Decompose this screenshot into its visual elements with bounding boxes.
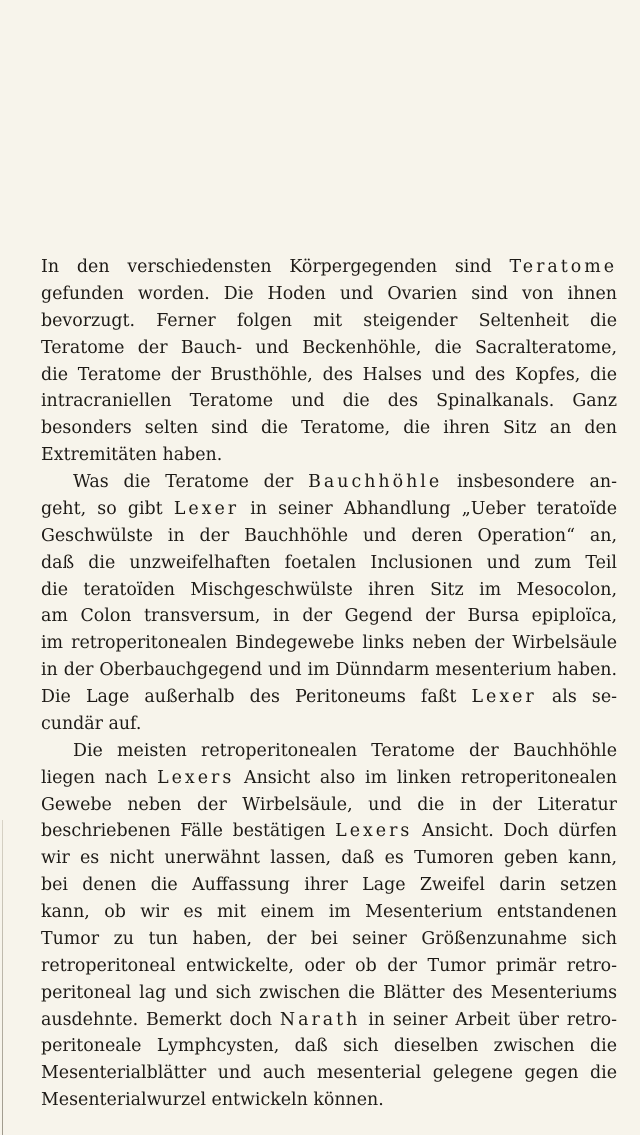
text-segment: peritoneal lag und sich zwischen die Blätter des Mesenteriums [41, 982, 617, 1003]
text-line [41, 496, 617, 523]
text-segment: besonders selten sind die Teratome, die ihren Sitz an den [41, 418, 617, 439]
text-line [41, 523, 617, 550]
paragraph [41, 738, 617, 1114]
text-segment: Geschwülste in der Bauchhöhle und deren Operation“ an, [41, 525, 617, 546]
text-line [41, 415, 617, 442]
text-line [41, 792, 617, 819]
text-line [41, 1060, 617, 1087]
text-line [41, 845, 617, 872]
spaced-name: Bauchhöhle [308, 472, 443, 492]
text-segment: bevorzugt. Ferner folgen mit steigender Seltenheit die [41, 310, 617, 331]
text-segment: wir es nicht unerwähnt lassen, daß es Tumoren geben kann, [41, 848, 617, 869]
text-line [41, 308, 617, 335]
text-segment: Mesenterialblätter und auch mesenterial gelegene gegen die [41, 1063, 617, 1084]
text-segment: Die Lage außerhalb des Peritoneums faßt [41, 687, 472, 707]
text-line [41, 684, 617, 711]
text-line [41, 362, 617, 389]
body-text [41, 254, 617, 1114]
text-line [41, 577, 617, 604]
text-segment: im retroperitonealen Bindegewebe links neben der Wirbelsäule [41, 633, 617, 654]
spaced-name: Lexers [157, 767, 235, 788]
text-line [41, 281, 617, 308]
text-line [41, 630, 617, 657]
text-segment: retroperitoneal entwickelte, oder ob der Tumor primär retro- [41, 955, 617, 976]
text-line [41, 335, 617, 362]
text-segment: beschriebenen Fälle bestätigen [41, 821, 336, 842]
text-segment: geht, so gibt [41, 498, 174, 519]
text-segment: In den verschiedensten Körpergegenden sind [41, 257, 510, 277]
text-line [41, 442, 617, 469]
page-edge-shadow [2, 820, 3, 1135]
spaced-name: Lexer [173, 498, 240, 519]
text-segment: insbesondere an- [442, 472, 617, 492]
text-line [41, 953, 617, 980]
text-line [41, 1007, 617, 1034]
text-segment: die Teratome der Brusthöhle, des Halses und des Kopfes, die [41, 364, 617, 385]
text-segment: kann, ob wir es mit einem im Mesenterium entstandenen [41, 902, 617, 922]
text-line [41, 254, 617, 281]
text-line [41, 550, 617, 577]
text-line [41, 469, 617, 496]
spaced-name: Lexer [471, 687, 537, 707]
text-segment: Gewebe neben der Wirbelsäule, und die in der Literatur [41, 794, 617, 815]
text-segment: in seiner Arbeit über retro- [360, 1009, 617, 1030]
text-segment: in seiner Abhandlung „Ueber teratoïde [239, 498, 618, 519]
text-segment: Teratome der Bauch- und Beckenhöhle, die Sacralteratome, [41, 337, 617, 358]
text-segment: cundär auf. [41, 713, 142, 734]
text-line [41, 711, 617, 738]
text-line [41, 926, 617, 953]
paragraph [41, 469, 617, 738]
text-segment: als se- [536, 687, 617, 707]
text-line [41, 603, 617, 630]
text-segment: gefunden worden. Die Hoden und Ovarien sind von ihnen [41, 283, 617, 304]
text-segment: Ansicht. Doch dürfen [412, 821, 617, 842]
text-line [41, 899, 617, 926]
text-segment: die teratoïden Mischgeschwülste ihren Sitz im Mesocolon, [41, 579, 617, 600]
text-segment: Ansicht also im linken retroperitonealen [234, 767, 617, 788]
text-line [41, 765, 617, 792]
text-line [41, 1087, 617, 1114]
text-line [41, 657, 617, 684]
text-segment: Extremitäten haben. [41, 445, 223, 466]
text-line [41, 818, 617, 845]
text-line [41, 388, 617, 415]
spaced-name: Narath [279, 1009, 361, 1030]
text-segment: Was die Teratome der [73, 472, 309, 492]
text-segment: in der Oberbauchgegend und im Dünndarm mesenterium haben. [41, 660, 617, 681]
paragraph [41, 254, 617, 469]
text-segment: daß die unzweifelhaften foetalen Inclusionen und zum Teil [41, 552, 617, 573]
text-segment: Die meisten retroperitonealen Teratome der Bauchhöhle [73, 740, 617, 761]
text-segment: am Colon transversum, in der Gegend der Bursa epiploïca, [41, 606, 617, 627]
spaced-name: Teratome [509, 257, 617, 277]
text-segment: liegen nach [41, 767, 158, 788]
text-line [41, 872, 617, 899]
text-segment: ausdehnte. Bemerkt doch [41, 1009, 280, 1030]
text-segment: intracraniellen Teratome und die des Spinalkanals. Ganz [41, 391, 617, 412]
text-line [41, 1033, 617, 1060]
spaced-name: Lexers [335, 821, 413, 842]
text-line [41, 980, 617, 1007]
text-segment: peritoneale Lymphcysten, daß sich dieselben zwischen die [41, 1036, 617, 1057]
text-segment: Tumor zu tun haben, der bei seiner Größenzunahme sich [41, 928, 617, 949]
text-line [41, 738, 617, 765]
text-segment: bei denen die Auffassung ihrer Lage Zweifel darin setzen [41, 875, 617, 896]
text-segment: Mesenterialwurzel entwickeln können. [41, 1090, 384, 1111]
